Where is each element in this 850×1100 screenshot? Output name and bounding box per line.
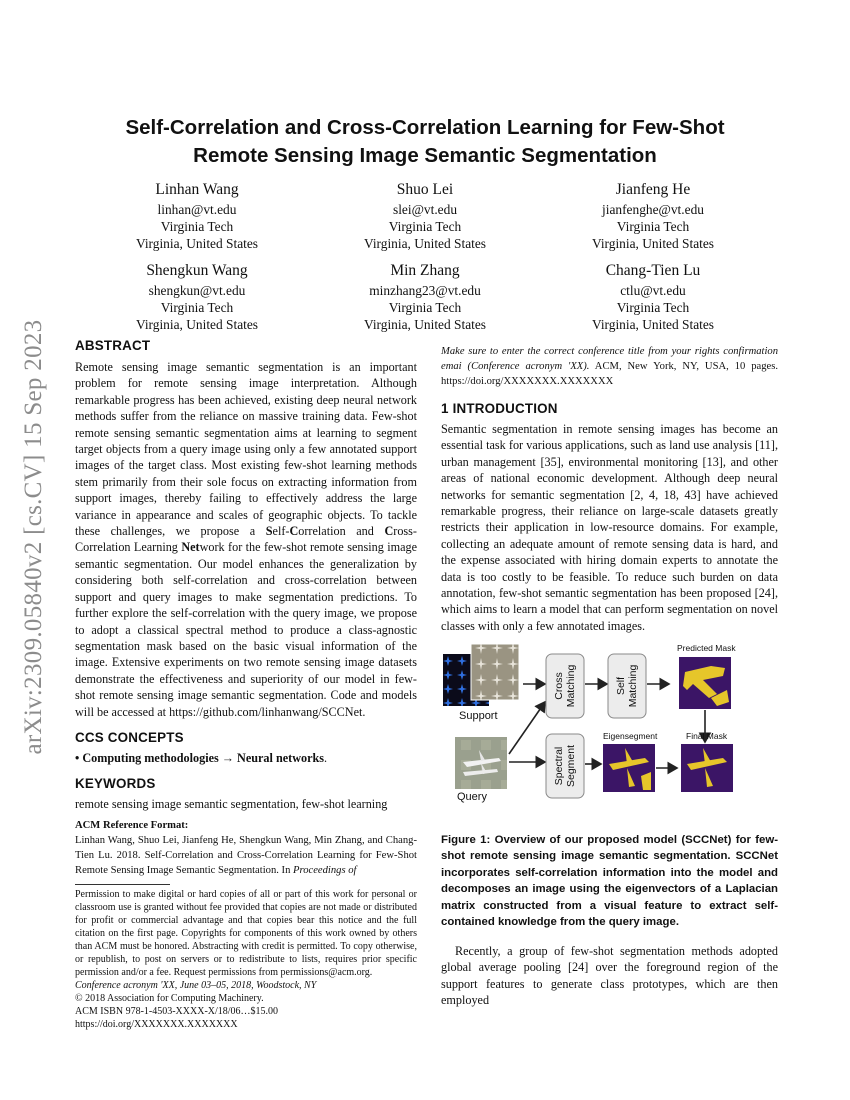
author-name: Chang-Tien Lu	[605, 262, 701, 279]
svg-text:Self: Self	[615, 676, 627, 696]
author-name: Shuo Lei	[396, 181, 454, 198]
introduction-text: Semantic segmentation in remote sensing images has become an essential task for various applications, such as land use analysis [11], urban management [35], environmental monitoring [13], and other areas of national economic development. Although deep neural networks for semantic segmentation [2, 4, 18, 43] have achieved remarkable progress, their reliance on large-scale datasets greatly restricts their application in low-resource domains. For example, collecting an adequate amount of remote sensing data is hard, and the expense associated with hiring domain experts to annotate the data is too costly to be feasible. To reduce such burden on data annotation, few-shot semantic segmentation has been proposed [24], which aims to learn a model that can perform segmentation on novel classes with only a few annotated images.	[441, 422, 778, 633]
ccs-concepts: • Computing methodologies → Neural networks.	[75, 750, 328, 765]
abstract-text: Remote sensing image semantic segmentation is an important problem for remote sensing image interpretation. Although remarkable progress has been achieved, existing deep neural network methods suffer from the reliance on massive training data. Few-shot remote sensing semantic segmentation aims at learning to segment target objects from a query image using only a few annotated support images of the target class. Most existing few-shot learning methods stem primarily from their sole focus on extracting information from support images, thereby failing to effectively address the large variance in appearance and scales of geographic objects. To tackle these challenges, we propose a Self-Correlation and Cross-Correlation Learning Network for the few-shot remote sensing image semantic segmentation. Our model enhances the generalization by considering both self-correlation and cross-correlation between support and query images to make segmentation predictions. To further explore the self-correlation with the query image, we propose to adopt a classical spectral method to produce a class-agnostic segmentation mask based on the basic visual information of the image. Extensive experiments on two remote sensing image datasets demonstrate the effectiveness and superiority of our model in few-shot remote sensing image semantic segmentation. Code and models will be accessed at https://github.com/linhanwang/SCCNet.	[75, 360, 417, 719]
reference-format-heading: ACM Reference Format:	[75, 819, 189, 831]
author-location: Virginia, United States	[363, 236, 487, 251]
support-label: Support	[459, 710, 498, 722]
figure-caption: Figure 1: Overview of our proposed model (SCCNet) for few-shot remote sensing image semantic segmentation. SCCNet incorporates self-correlation information into the model and decomposes an image using the eigenvectors of a Laplacian matrix constructed from a visual feature to extract self-contained knowledge from the query image.	[441, 834, 778, 929]
eigensegment-label: Eigensegment	[603, 731, 658, 741]
author-block	[82, 260, 312, 333]
author-block	[82, 179, 312, 252]
title-line-1: Self-Correlation and Cross-Correlation Learning for Few-Shot	[125, 116, 725, 139]
abstract-heading: ABSTRACT	[75, 338, 151, 353]
self-matching-block	[608, 654, 646, 718]
title-line-2: Remote Sensing Image Semantic Segmentation	[193, 144, 657, 167]
final-mask-image	[681, 744, 733, 792]
predicted-mask-image	[679, 657, 731, 709]
isbn-line: ACM ISBN 978-1-4503-XXXX-X/18/06…$15.00	[75, 1005, 279, 1017]
keywords-text: remote sensing image semantic segmentation, few-shot learning	[75, 797, 388, 812]
arxiv-stamp	[14, 292, 54, 782]
svg-text:Cross: Cross	[553, 672, 565, 700]
svg-text:Spectral: Spectral	[553, 746, 565, 786]
spectral-segment-block	[546, 734, 584, 798]
author-email: minzhang23@vt.edu	[369, 283, 481, 298]
support-image	[443, 644, 519, 706]
author-location: Virginia, United States	[135, 317, 259, 332]
author-affiliation: Virginia Tech	[616, 219, 690, 234]
author-block	[310, 260, 540, 333]
author-location: Virginia, United States	[591, 317, 715, 332]
conference-line: Conference acronym 'XX, June 03–05, 2018, Woodstock, NY	[75, 979, 317, 991]
author-affiliation: Virginia Tech	[160, 219, 234, 234]
ccs-heading: CCS CONCEPTS	[75, 729, 184, 745]
left-column	[75, 338, 417, 1031]
author-email: jianfenghe@vt.edu	[602, 202, 704, 217]
author-block	[538, 260, 768, 333]
author-affiliation: Virginia Tech	[160, 300, 234, 315]
figure-1	[441, 640, 778, 820]
author-location: Virginia, United States	[363, 317, 487, 332]
doi-line: https://doi.org/XXXXXXX.XXXXXXX	[75, 1018, 238, 1030]
author-name: Shengkun Wang	[146, 262, 248, 279]
predicted-mask-label: Predicted Mask	[677, 643, 736, 653]
copyright-line: © 2018 Association for Computing Machinery.	[75, 992, 264, 1004]
author-affiliation: Virginia Tech	[388, 219, 462, 234]
arxiv-id: arXiv:2309.05840v2 [cs.CV] 15 Sep 2023	[20, 319, 47, 755]
author-affiliation: Virginia Tech	[388, 300, 462, 315]
author-block	[538, 179, 768, 252]
keywords-heading: KEYWORDS	[75, 776, 156, 792]
author-block	[310, 179, 540, 252]
author-name: Linhan Wang	[155, 181, 239, 198]
svg-text:Matching: Matching	[627, 664, 639, 708]
query-image	[455, 737, 507, 789]
author-location: Virginia, United States	[135, 236, 259, 251]
author-location: Virginia, United States	[591, 236, 715, 251]
author-email: linhan@vt.edu	[157, 202, 237, 217]
query-label: Query	[457, 791, 487, 803]
svg-text:Matching: Matching	[565, 664, 577, 708]
author-email: slei@vt.edu	[392, 202, 458, 217]
recently-paragraph: Recently, a group of few-shot segmentation methods adopted global average pooling [24] over the foreground region of the support features to generate class prototypes, which are then employed	[441, 944, 778, 1008]
eigensegment-image	[603, 744, 655, 792]
author-email: shengkun@vt.edu	[148, 283, 246, 298]
right-column	[441, 344, 778, 634]
final-mask-label: Final Mask	[686, 731, 728, 741]
author-affiliation: Virginia Tech	[616, 300, 690, 315]
cross-matching-block	[546, 654, 584, 718]
introduction-heading: 1 INTRODUCTION	[441, 401, 558, 416]
reference-format-text: Linhan Wang, Shuo Lei, Jianfeng He, Shengkun Wang, Min Zhang, and Chang-Tien Lu. 2018. Self-Correlation and Cross-Correlation Learning for Few-Shot Remote Sensing Image Semantic Segmentation. In Proceedings of	[75, 834, 417, 876]
author-name: Jianfeng He	[615, 181, 691, 198]
svg-text:Segment: Segment	[565, 744, 577, 788]
author-email: ctlu@vt.edu	[620, 283, 686, 298]
author-name: Min Zhang	[390, 262, 460, 279]
figure-diagram	[441, 640, 778, 820]
footnote-divider	[75, 884, 170, 885]
paper-title	[60, 114, 790, 170]
permission-text: Permission to make digital or hard copies of all or part of this work for personal or classroom use is granted without fee provided that copies are not made or distributed for profit or commercial advantage and that copies bear this notice and the full citation on the first page. Copyrights for components of this work owned by others than ACM must be honored. Abstracting with credit is permitted. To copy otherwise, or republish, to post on servers or to redistribute to lists, requires prior specific permission and/or a fee. Request permissions from permissions@acm.org.	[75, 888, 417, 978]
reference-continued: Make sure to enter the correct conference title from your rights confirmation emai (Conference acronym 'XX). ACM, New York, NY, USA, 10 pages. https://doi.org/XXXXXXX.XXXXXXX	[441, 346, 779, 387]
